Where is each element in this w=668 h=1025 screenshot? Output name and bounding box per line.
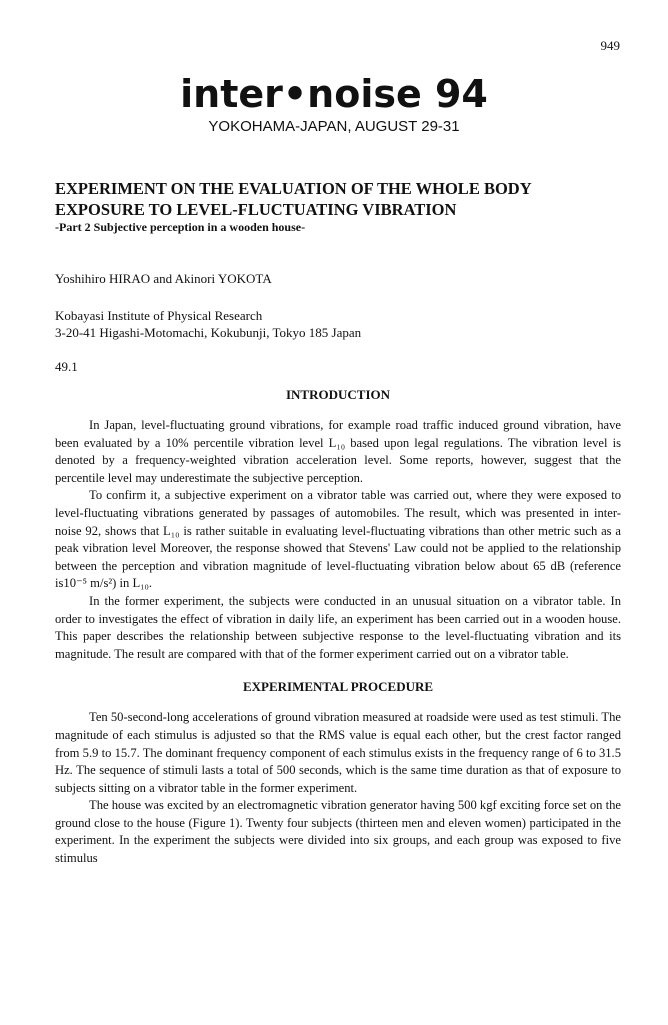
conference-location: YOKOHAMA-JAPAN, AUGUST 29-31 — [208, 118, 460, 135]
affiliation-line-2: 3-20-41 Higashi-Motomachi, Kokubunji, Tokyo 185 Japan — [55, 325, 362, 340]
intro-paragraph: To confirm it, a subjective experiment on a vibrator table was carried out, where they were exposed to level-fluctuating vibrations generated by passages of automobiles. The result, which was presented in inter-noise 92, shows that L₁₀ is rather suitable in evaluating level-fluctuating vibrations than other metric such as a peak vibration level Moreover, the response showed that Stevens' Law could not be applied to the relationship between the perception and vibration magnitude of level-fluctuating vibration below about 65 dB (reference is10⁻⁵ m/s²) in L₁₀. — [55, 488, 621, 591]
procedure-paragraph: The house was excited by an electromagnetic vibration generator having 500 kgf exciting force set on the ground close to the house (Figure 1). Twenty four subjects (thirteen men and eleven women) participated in the experiment. In the experiment the subjects were divided into six groups, and each group was exposed to five stimulus — [55, 798, 621, 866]
subtitle: -Part 2 Subjective perception in a wooden house- — [55, 220, 306, 234]
intro-paragraph: In Japan, level-fluctuating ground vibrations, for example road traffic induced ground vibration, have been evaluated by a 10% percentile vibration level L₁₀ based upon legal regulations. The vibration level is denoted by a frequency-weighted vibration acceleration level. Some reports, however, suggest that the percentile level may underestimate the subjective perception. — [55, 418, 621, 485]
introduction-heading: INTRODUCTION — [285, 387, 390, 402]
page-number: 949 — [600, 38, 620, 53]
procedure-paragraph: Ten 50-second-long accelerations of ground vibration measured at roadside were used as test stimuli. The magnitude of each stimulus is adjusted so that the RMS value is equal each other, but the crest factor ranged from 5.9 to 15.7. The dominant frequency component of each stimulus exists in the frequency range of 6 to 31.5 Hz. The sequence of stimuli lasts a total of 500 seconds, which is the same time duration as that of exposure to subjects sitting on a vibrator table in the former experiment. — [55, 710, 621, 795]
title-line-2: EXPOSURE TO LEVEL-FLUCTUATING VIBRATION — [55, 200, 457, 219]
procedure-heading: EXPERIMENTAL PROCEDURE — [242, 679, 434, 695]
authors: Yoshihiro HIRAO and Akinori YOKOTA — [55, 271, 272, 286]
affiliation — [55, 307, 621, 341]
intro-paragraph: In the former experiment, the subjects were conducted in an unusual situation on a vibrator table. In order to investigates the effect of vibration in daily life, an experiment has been carried out in a wooden house. This paper describes the relationship between subjective response to the level-fluctuating vibration and its magnitude. The result are compared with that of the former experiment carried out on a vibrator table. — [55, 593, 621, 661]
classification-code: 49.1 — [55, 359, 78, 374]
affiliation-line-1: Kobayasi Institute of Physical Research — [55, 308, 263, 323]
title-line-1: EXPERIMENT ON THE EVALUATION OF THE WHOLE BODY — [55, 179, 532, 198]
conference-logo: inter•noise 94 — [180, 72, 488, 116]
paper-body — [55, 178, 621, 868]
